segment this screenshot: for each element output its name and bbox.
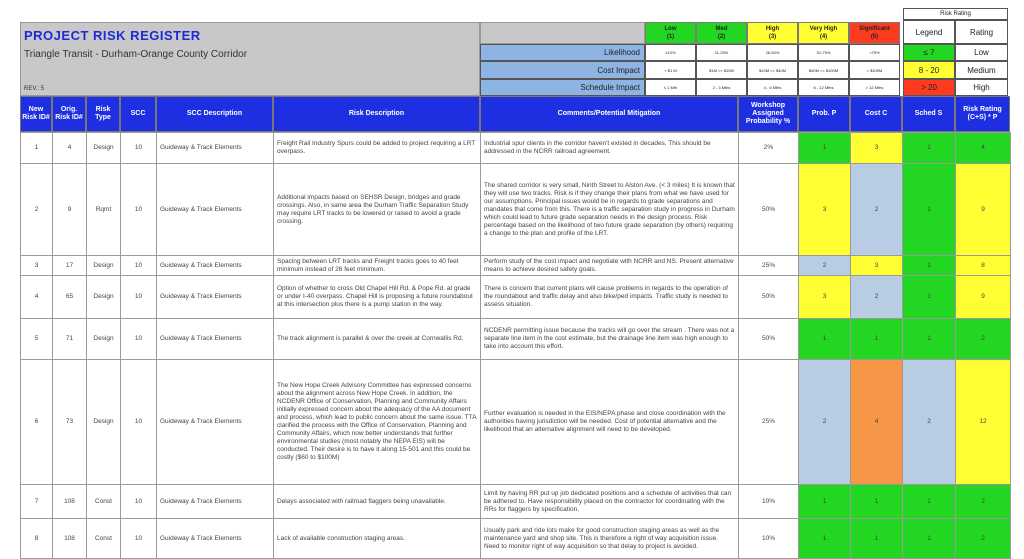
comment-mitigation: There is concern that current plans will cause problems in regards to the operation of the roundabout and traffic delay and also bike/ped impacts. Traffic study is needed to assess situation. <box>481 276 739 319</box>
cost-impact-value: < $1 M <box>645 61 696 79</box>
table-row <box>21 256 1011 276</box>
scc: 10 <box>121 276 157 319</box>
new-risk-id: 1 <box>21 133 53 164</box>
orig-risk-id: 108 <box>53 519 87 559</box>
scc-description: Guideway & Track Elements <box>157 485 274 519</box>
cost-impact-value: $10M =< $40M <box>747 61 798 79</box>
risk-description: Freight Rail Industry Spurs could be added to project requiring a LRT overpass. <box>274 133 481 164</box>
sched-score: 1 <box>903 319 956 360</box>
cost-score: 1 <box>851 319 903 360</box>
comment-mitigation: NCDENR permitting issue because the tracks will go over the stream . There was not a separate line item in the cost estimate, but the drainage line item was high enough to take into account this effort. <box>481 319 739 360</box>
cost-score: 3 <box>851 133 903 164</box>
risk-rating-legend <box>903 8 1008 96</box>
risk-type: Const <box>87 485 121 519</box>
schedule-impact-value: > 12 Mths <box>849 79 900 96</box>
new-risk-id: 6 <box>21 360 53 485</box>
risk-type: Rqmt <box>87 164 121 256</box>
scc: 10 <box>121 319 157 360</box>
prob-score: 3 <box>799 164 851 256</box>
table-row <box>21 485 1011 519</box>
risk-rating-score: 2 <box>956 519 1011 559</box>
scc-description: Guideway & Track Elements <box>157 319 274 360</box>
scc: 10 <box>121 360 157 485</box>
risk-rating-score: 12 <box>956 360 1011 485</box>
revision-label: REV.: 5 <box>24 86 45 92</box>
risk-rating-score: 4 <box>956 133 1011 164</box>
risk-description: The track alignment is parallel & over the creek at Cornwallis Rd. <box>274 319 481 360</box>
scc: 10 <box>121 133 157 164</box>
orig-risk-id: 71 <box>53 319 87 360</box>
risk-rating-score: 2 <box>956 485 1011 519</box>
legend-rating-low: Low <box>955 44 1008 61</box>
legend-range-low: ≤ 7 <box>903 44 955 61</box>
cost-impact-label: Cost Impact <box>480 61 645 79</box>
col-scc-description: SCC Description <box>156 96 273 132</box>
likelihood-value: 11-25% <box>696 44 747 61</box>
prob-score: 1 <box>799 133 851 164</box>
scc: 10 <box>121 256 157 276</box>
prob-score: 2 <box>799 256 851 276</box>
risk-rating-score: 8 <box>956 256 1011 276</box>
orig-risk-id: 108 <box>53 485 87 519</box>
new-risk-id: 5 <box>21 319 53 360</box>
prob-score: 1 <box>799 485 851 519</box>
col-workshop-probability: Workshop Assigned Probability % <box>738 96 798 132</box>
cost-impact-value: $40M =< $100M <box>798 61 849 79</box>
schedule-impact-value: 2 - 3 Mths <box>696 79 747 96</box>
likelihood-value: >75% <box>849 44 900 61</box>
col-risk-type: Risk Type <box>86 96 120 132</box>
scc-description: Guideway & Track Elements <box>157 256 274 276</box>
workshop-probability: 50% <box>739 164 799 256</box>
sched-score: 1 <box>903 276 956 319</box>
comment-mitigation: Further evaluation is needed in the EIS/NEPA phase and close coordination with the authorities having jurisdiction will be needed. Cost of potential alternative and the likelihood that an alternative alignment will need to be developed. <box>481 360 739 485</box>
new-risk-id: 3 <box>21 256 53 276</box>
likelihood-value: ≤10% <box>645 44 696 61</box>
level-med: Med (2) <box>696 22 747 44</box>
col-scc: SCC <box>120 96 156 132</box>
workshop-probability: 2% <box>739 133 799 164</box>
scc-description: Guideway & Track Elements <box>157 276 274 319</box>
risk-description: Option of whether to cross Old Chapel Hill Rd. & Pope Rd. at grade or under I-40 overpass. Chapel Hill is proposing a future roundabout at this intersection plus there is a pump station in the way. <box>274 276 481 319</box>
scale-header <box>480 22 900 44</box>
cost-impact-value: $1M =< $10M <box>696 61 747 79</box>
legend-rating-medium: Medium <box>955 61 1008 79</box>
column-header-row <box>20 96 1010 132</box>
legend-range-high: > 20 <box>903 79 955 96</box>
legend-range-medium: 8 - 20 <box>903 61 955 79</box>
sched-score: 1 <box>903 485 956 519</box>
orig-risk-id: 4 <box>53 133 87 164</box>
table-row <box>21 319 1011 360</box>
workshop-probability: 50% <box>739 319 799 360</box>
new-risk-id: 4 <box>21 276 53 319</box>
likelihood-label: Likelihood <box>480 44 645 61</box>
cost-score: 2 <box>851 276 903 319</box>
workshop-probability: 50% <box>739 276 799 319</box>
scc-description: Guideway & Track Elements <box>157 133 274 164</box>
orig-risk-id: 73 <box>53 360 87 485</box>
orig-risk-id: 65 <box>53 276 87 319</box>
table-row <box>21 360 1011 485</box>
scale-blank <box>480 22 645 44</box>
risk-rating-score: 9 <box>956 164 1011 256</box>
rating-col-header: Rating <box>955 20 1008 44</box>
cost-impact-value: > $100M <box>849 61 900 79</box>
risk-register-table <box>20 132 1011 559</box>
orig-risk-id: 9 <box>53 164 87 256</box>
risk-description: The New Hope Creek Advisory Committee has expressed concerns about the alignment across New Hope Creek. In addition, the NCDENR Office of Conservation, Planning and Community Affairs initially expressed concern about the adequacy of the AA document and process, which lead to public concern about the same issue. TTA clarified the process with the Office of Conservation, Planning and Community Affairs, which now better understands that further environmental studies (most notably the NEPA EIS) will be conducted. Their desire is to have it along 15-501 and this could be costly ($60 to $100M) <box>274 360 481 485</box>
new-risk-id: 8 <box>21 519 53 559</box>
legend-col-header: Legend <box>903 20 955 44</box>
comment-mitigation: Perform study of the cost impact and negotiate with NCRR and NS. Present alternative means to achieve desired safety goals. <box>481 256 739 276</box>
risk-description: Delays associated with railroad flaggers being unavailable. <box>274 485 481 519</box>
cost-score: 3 <box>851 256 903 276</box>
workshop-probability: 10% <box>739 485 799 519</box>
table-row <box>21 276 1011 319</box>
sched-score: 1 <box>903 256 956 276</box>
prob-score: 2 <box>799 360 851 485</box>
prob-score: 1 <box>799 519 851 559</box>
scc-description: Guideway & Track Elements <box>157 164 274 256</box>
cost-score: 2 <box>851 164 903 256</box>
cost-score: 1 <box>851 485 903 519</box>
legend-caption: Risk Rating <box>903 8 1008 20</box>
legend-rating-high: High <box>955 79 1008 96</box>
project-subtitle: Triangle Transit - Durham-Orange County Corridor <box>24 49 248 60</box>
risk-type: Design <box>87 256 121 276</box>
prob-score: 1 <box>799 319 851 360</box>
col-comments-mitigation: Comments/Potential Mitigation <box>480 96 738 132</box>
comment-mitigation: The shared corridor is very small, Ninth Street to Alston Ave. (< 3 miles) It is known that they will use two tracks. Risk is if they change their plans from what we have used for our assumptions. Principal issues would be in regards to grade separations and mandates that come from this. There is a traffic separation study in progress in Durham which could lead to future grade separation needs in the design process. Risk percentage based on the likelihood of two future grade separation (by others) requiring a change to the plan and profile of the LRT. <box>481 164 739 256</box>
table-row <box>21 164 1011 256</box>
new-risk-id: 7 <box>21 485 53 519</box>
sched-score: 1 <box>903 133 956 164</box>
comment-mitigation: Limit by having RR put up job dedicated positions and a schedule of activities that can be adhered to. Have responsibility placed on the contractor for coordinating with the RRs for flaggers by specification. <box>481 485 739 519</box>
scc-description: Guideway & Track Elements <box>157 519 274 559</box>
col-risk-rating: Risk Rating (C+S) * P <box>955 96 1010 132</box>
col-prob: Prob. P <box>798 96 850 132</box>
schedule-impact-value: ≤ 1 Mth <box>645 79 696 96</box>
level-significant: Significant (5) <box>849 22 900 44</box>
schedule-impact-label: Schedule Impact <box>480 79 645 96</box>
orig-risk-id: 17 <box>53 256 87 276</box>
sched-score: 1 <box>903 519 956 559</box>
col-orig-risk-id: Orig. Risk ID# <box>52 96 86 132</box>
cost-score: 4 <box>851 360 903 485</box>
scc: 10 <box>121 164 157 256</box>
col-cost: Cost C <box>850 96 902 132</box>
level-low: Low (1) <box>645 22 696 44</box>
prob-score: 3 <box>799 276 851 319</box>
risk-description: Lack of available construction staging areas. <box>274 519 481 559</box>
workshop-probability: 10% <box>739 519 799 559</box>
risk-rating-score: 9 <box>956 276 1011 319</box>
impact-matrix <box>480 44 900 96</box>
level-high: High (3) <box>747 22 798 44</box>
table-row <box>21 133 1011 164</box>
risk-type: Design <box>87 360 121 485</box>
risk-type: Design <box>87 276 121 319</box>
col-risk-description: Risk Description <box>273 96 480 132</box>
workshop-probability: 25% <box>739 360 799 485</box>
scc: 10 <box>121 485 157 519</box>
level-very-high: Very High (4) <box>798 22 849 44</box>
risk-type: Const <box>87 519 121 559</box>
col-new-risk-id: New Risk ID# <box>20 96 52 132</box>
risk-type: Design <box>87 319 121 360</box>
workshop-probability: 25% <box>739 256 799 276</box>
comment-mitigation: Usually park and ride lots make for good construction staging areas as well as the maintenance yard and shop site. This is therefore a right of way acquisition issue. Need to monitor right of way acquisition so that delay to project is avoided. <box>481 519 739 559</box>
col-sched: Sched S <box>902 96 955 132</box>
risk-type: Design <box>87 133 121 164</box>
page-title: PROJECT RISK REGISTER <box>24 28 201 43</box>
new-risk-id: 2 <box>21 164 53 256</box>
sched-score: 2 <box>903 360 956 485</box>
schedule-impact-value: 4 - 6 Mths <box>747 79 798 96</box>
title-block <box>20 22 480 96</box>
comment-mitigation: Industrial spur clients in the corridor haven't existed in decades. This should be addressed in the NCRR railroad agreement. <box>481 133 739 164</box>
likelihood-value: 51-75% <box>798 44 849 61</box>
scc-description: Guideway & Track Elements <box>157 360 274 485</box>
risk-rating-score: 2 <box>956 319 1011 360</box>
risk-description: Spacing between LRT tracks and Freight tracks goes to 40 feet minimum instead of 26 feet minimum. <box>274 256 481 276</box>
table-row <box>21 519 1011 559</box>
sched-score: 1 <box>903 164 956 256</box>
cost-score: 1 <box>851 519 903 559</box>
risk-description: Additional impacts based on SEHSR Design, bridges and grade crossings. Also, in same area the Durham Traffic Separation Study may require LRT tracks to be lowered or raised to avoid a grade crossing. <box>274 164 481 256</box>
scc: 10 <box>121 519 157 559</box>
likelihood-value: 26-50% <box>747 44 798 61</box>
schedule-impact-value: 6 - 12 Mths <box>798 79 849 96</box>
